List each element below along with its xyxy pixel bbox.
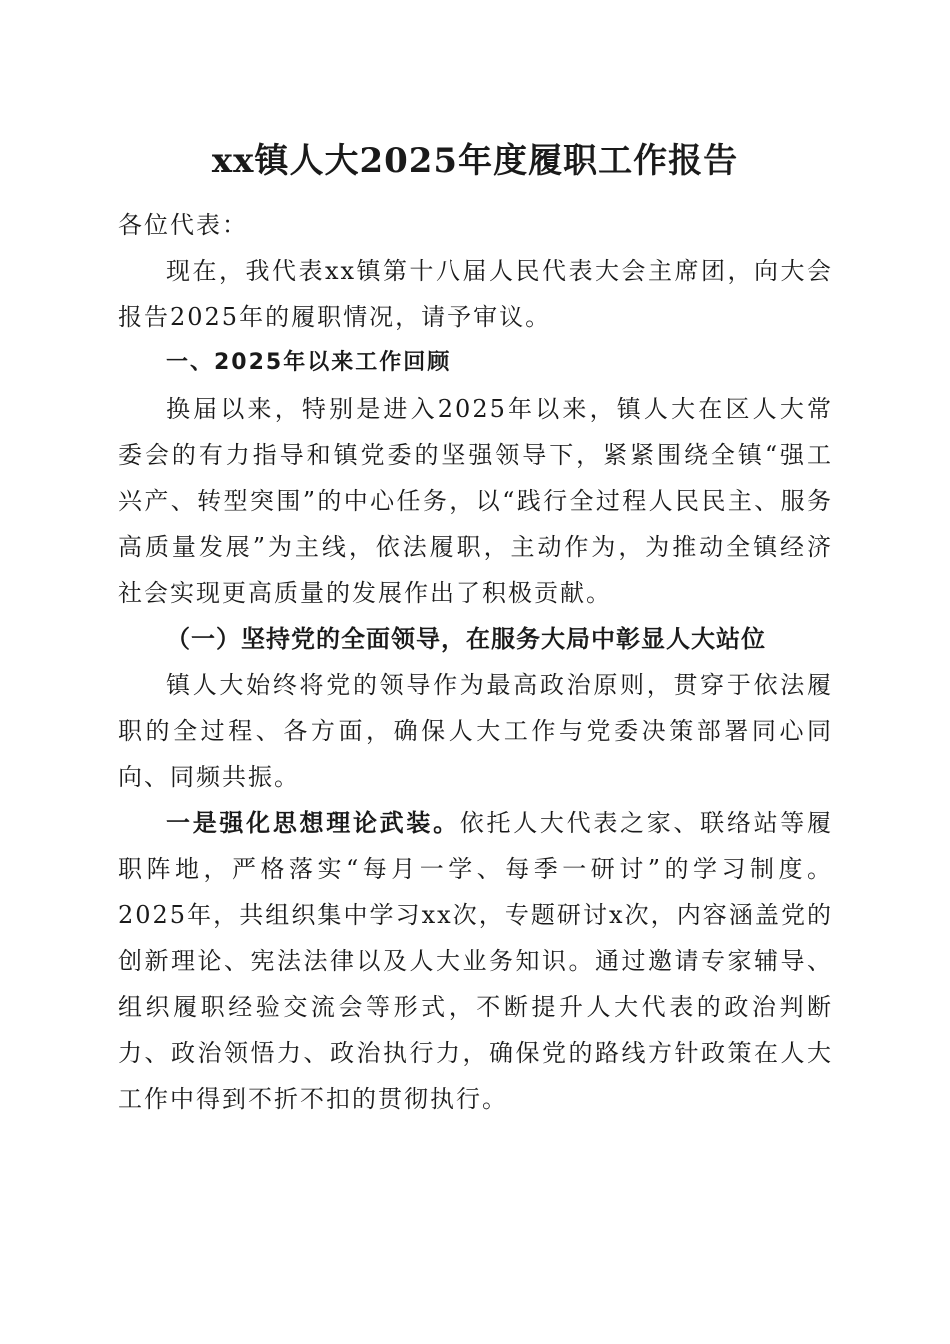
section-1-paragraph: 换届以来，特别是进入2025年以来，镇人大在区人大常委会的有力指导和镇党委的坚强领导下，紧紧围绕全镇“强工兴产、转型突围”的中心任务，以“践行全过程人民民主、服务高质量发展”为主线，依法履职，主动作为，为推动全镇经济社会实现更高质量的发展作出了积极贡献。 bbox=[118, 395, 833, 607]
point-1-body: 依托人大代表之家、联络站等履职阵地，严格落实“每月一学、每季一研讨”的学习制度。2025年，共组织集中学习xx次，专题研讨x次，内容涵盖党的创新理论、宪法法律以及人大业务知识。通过邀请专家辅导、组织履职经验交流会等形式，不断提升人大代表的政治判断力、政治领悟力、政治执行力，确保党的路线方针政策在人大工作中得到不折不扣的贯彻执行。 bbox=[118, 809, 834, 1113]
subsection-heading-1: （一）坚持党的全面领导，在服务大局中彰显人大站位 bbox=[166, 624, 766, 653]
salutation: 各位代表： bbox=[118, 211, 248, 239]
point-1-lead: 一是强化思想理论武装。 bbox=[166, 808, 460, 837]
subsection-1-paragraph: 镇人大始终将党的领导作为最高政治原则，贯穿于依法履职的全过程、各方面，确保人大工作与党委决策部署同心同向、同频共振。 bbox=[118, 671, 833, 791]
document-title: xx镇人大2025年度履职工作报告 bbox=[211, 141, 739, 181]
point-1-paragraph bbox=[118, 800, 833, 1122]
document-body bbox=[118, 202, 833, 1122]
intro-paragraph: 现在，我代表xx镇第十八届人民代表大会主席团，向大会报告2025年的履职情况，请予审议。 bbox=[118, 257, 833, 331]
section-heading-1: 一、2025年以来工作回顾 bbox=[166, 350, 452, 375]
